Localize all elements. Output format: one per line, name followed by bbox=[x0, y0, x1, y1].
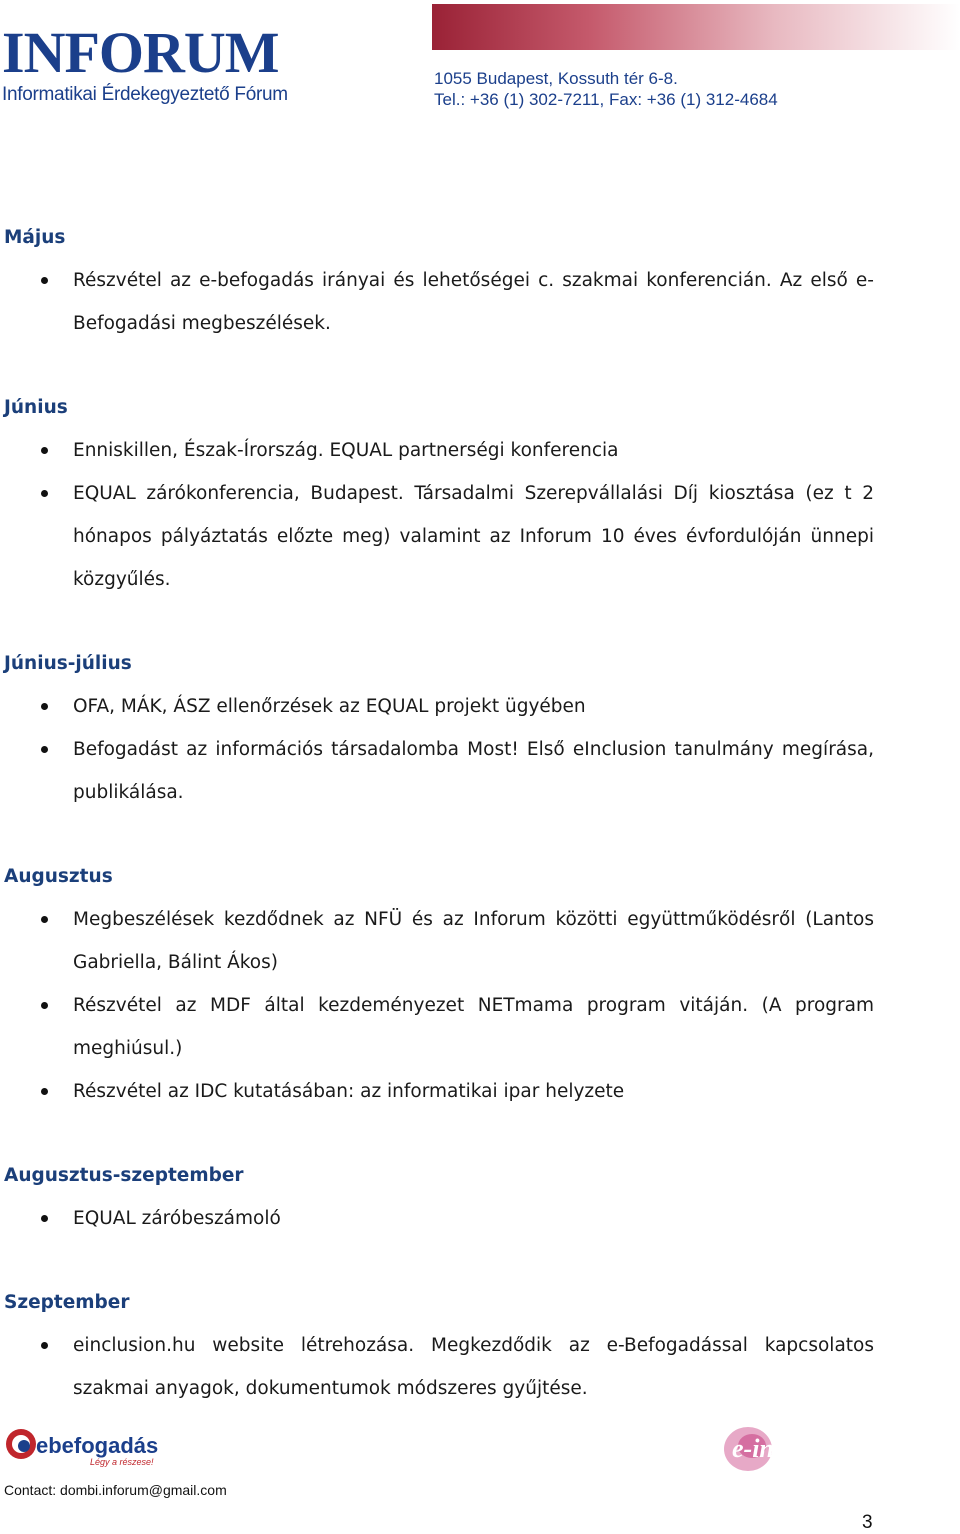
section-spacer bbox=[4, 601, 874, 642]
einclusion-wordmark: e-inclusion bbox=[732, 1434, 852, 1463]
month-heading: Szeptember bbox=[4, 1292, 130, 1313]
logo-subtitle: Informatikai Érdekegyeztető Fórum bbox=[2, 84, 288, 105]
list-item: Megbeszélések kezdődnek az NFÜ és az Inforum közötti együttműködésről (Lantos Gabriella, Bálint Ákos) bbox=[4, 898, 874, 984]
month-item-list bbox=[4, 898, 874, 1113]
list-item: EQUAL záróbeszámoló bbox=[4, 1197, 874, 1240]
list-item: Részvétel az MDF által kezdeményezet NETmama program vitáján. (A program meghiúsul.) bbox=[4, 984, 874, 1070]
ebefogadas-logo bbox=[4, 1424, 159, 1468]
document-body bbox=[4, 216, 874, 1410]
month-heading: Június bbox=[4, 397, 68, 418]
einclusion-logo bbox=[722, 1424, 872, 1474]
header-gradient-bar bbox=[432, 4, 960, 50]
logo-circle-dot bbox=[18, 1440, 30, 1452]
month-item-list bbox=[4, 429, 874, 601]
list-item: EQUAL zárókonferencia, Budapest. Társadalmi Szerepvállalási Díj kiosztása (ez t 2 hónapos pályáztatás előzte meg) valamint az Inforum 10 éves évfordulóján ünnepi közgyűlés. bbox=[4, 472, 874, 601]
section-spacer bbox=[4, 814, 874, 855]
list-item: Részvétel az e-befogadás irányai és lehetőségei c. szakmai konferencián. Az első e-Befogadási megbeszélések. bbox=[4, 259, 874, 345]
month-item-list bbox=[4, 1197, 874, 1240]
month-item-list bbox=[4, 1324, 874, 1410]
month-heading: Június-július bbox=[4, 653, 132, 674]
section-spacer bbox=[4, 1240, 874, 1281]
logo-wordmark-text: INFORUM bbox=[2, 20, 279, 85]
list-item: Részvétel az IDC kutatásában: az informatikai ipar helyzete bbox=[4, 1070, 874, 1113]
ebefogadas-wordmark: ebefogadás bbox=[36, 1433, 159, 1458]
logo-wordmark bbox=[2, 20, 279, 85]
section-spacer bbox=[4, 1113, 874, 1154]
month-item-list bbox=[4, 259, 874, 345]
phone-line: Tel.: +36 (1) 302-7211, Fax: +36 (1) 312-4684 bbox=[434, 90, 778, 109]
address-line: 1055 Budapest, Kossuth tér 6-8. bbox=[434, 69, 678, 88]
list-item: OFA, MÁK, ÁSZ ellenőrzések az EQUAL projekt ügyében bbox=[4, 685, 874, 728]
list-item: Enniskillen, Észak-Írország. EQUAL partnerségi konferencia bbox=[4, 429, 874, 472]
section-spacer bbox=[4, 345, 874, 386]
inforum-logo bbox=[2, 20, 302, 114]
page-number: 3 bbox=[862, 1512, 873, 1533]
list-item: einclusion.hu website létrehozása. Megkezdődik az e-Befogadással kapcsolatos szakmai anyagok, dokumentumok módszeres gyűjtése. bbox=[4, 1324, 874, 1410]
month-heading: Augusztus bbox=[4, 866, 113, 887]
month-heading: Augusztus-szeptember bbox=[4, 1165, 244, 1186]
list-item: Befogadást az információs társadalomba Most! Első eInclusion tanulmány megírása, publikálása. bbox=[4, 728, 874, 814]
month-heading: Május bbox=[4, 227, 66, 248]
contact-address-block bbox=[434, 68, 778, 110]
ebefogadas-tagline: Légy a részese! bbox=[90, 1457, 154, 1467]
month-item-list bbox=[4, 685, 874, 814]
einclusion-logo-graphic bbox=[722, 1424, 872, 1474]
footer-contact: Contact: dombi.inforum@gmail.com bbox=[4, 1482, 227, 1498]
page-header bbox=[0, 0, 960, 120]
ebefogadas-logo-graphic bbox=[4, 1424, 159, 1468]
